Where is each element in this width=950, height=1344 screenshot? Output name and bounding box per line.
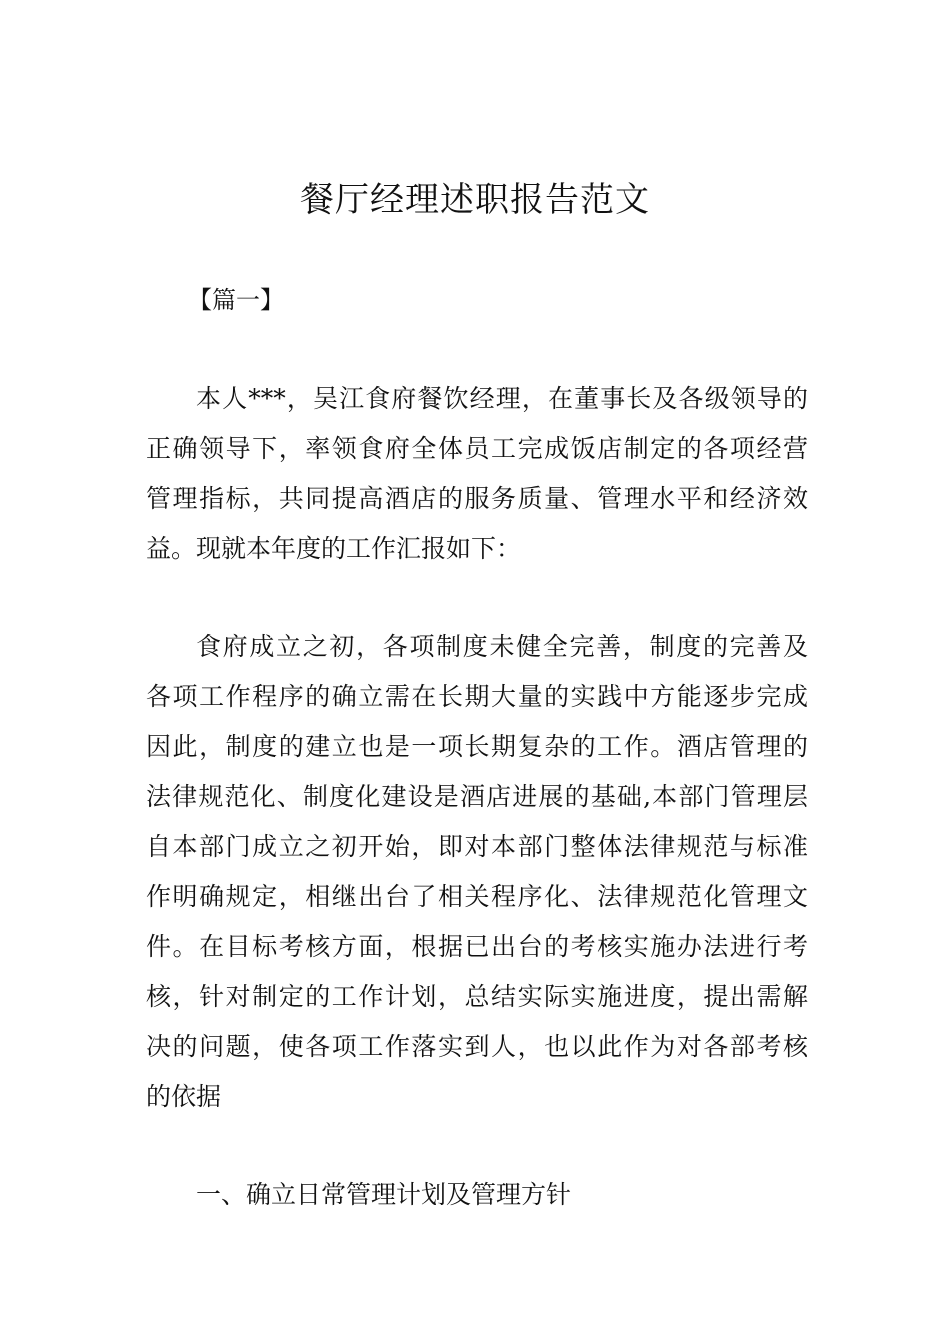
paragraph-line: 的依据: [146, 1082, 222, 1111]
paragraph-intro: [146, 374, 808, 574]
paragraph-line: 核，针对制定的工作计划，总结实际实施进度，提出需解: [146, 982, 808, 1011]
section-heading: 一、确立日常管理计划及管理方针: [196, 1180, 572, 1209]
document-title: 餐厅经理述职报告范文: [300, 180, 650, 220]
paragraph-line: 正确领导下，率领食府全体员工完成饭店制定的各项经营: [146, 434, 808, 463]
paragraph-line: 各项工作程序的确立需在长期大量的实践中方能逐步完成: [146, 682, 808, 711]
paragraph-line: 管理指标，共同提高酒店的服务质量、管理水平和经济效: [146, 484, 808, 513]
paragraph-line: 决的问题，使各项工作落实到人，也以此作为对各部考核: [146, 1032, 808, 1061]
paragraph-line: 件。在目标考核方面，根据已出台的考核实施办法进行考: [146, 932, 808, 961]
paragraph-line: 因此，制度的建立也是一项长期复杂的工作。酒店管理的: [146, 732, 808, 761]
paragraph-body: [146, 622, 808, 1122]
paragraph-line: 本人***，吴江食府餐饮经理，在董事长及各级领导的: [196, 384, 808, 413]
section-tag: 【篇一】: [188, 286, 284, 314]
paragraph-line: 法律规范化、制度化建设是酒店进展的基础,本部门管理层: [146, 782, 808, 811]
paragraph-line: 自本部门成立之初开始，即对本部门整体法律规范与标准: [146, 832, 808, 861]
paragraph-line: 作明确规定，相继出台了相关程序化、法律规范化管理文: [146, 882, 808, 911]
paragraph-line: 益。现就本年度的工作汇报如下：: [146, 534, 522, 563]
paragraph-line: 食府成立之初，各项制度未健全完善，制度的完善及: [196, 632, 808, 661]
